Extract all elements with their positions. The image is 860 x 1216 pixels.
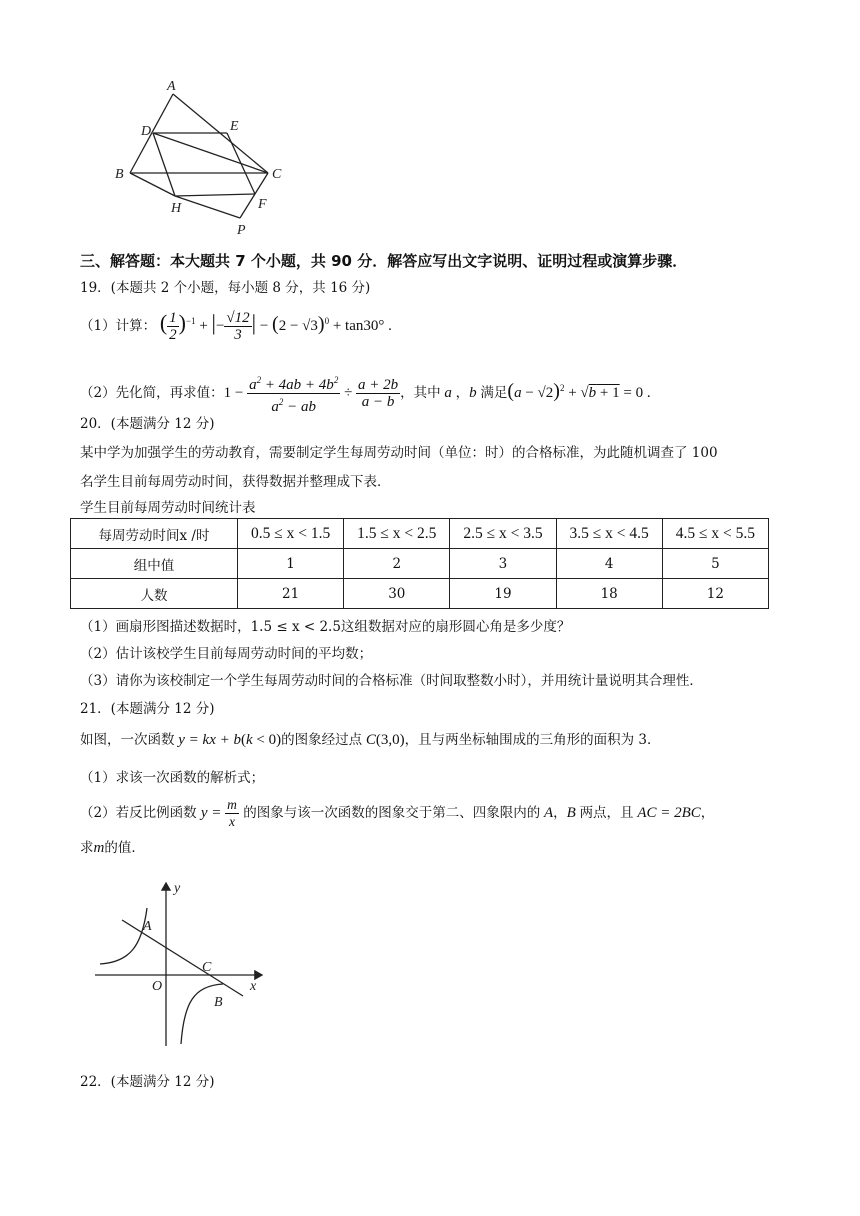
q19-part2-prefix: （2）先化简，再求值： xyxy=(80,384,224,401)
label-x: x xyxy=(250,979,257,994)
label-e: E xyxy=(230,119,239,134)
q19-title: 19．(本题共 2 个小题，每小题 8 分，共 16 分) xyxy=(80,280,371,296)
q20-table-caption: 学生目前每周劳动时间统计表 xyxy=(80,500,256,516)
table-cell: 3 xyxy=(450,549,556,579)
hyperbola-branch-q2 xyxy=(100,908,147,964)
hyperbola-branch-q4 xyxy=(181,984,223,1044)
table-cell: 1 xyxy=(238,549,344,579)
table-cell: 0.5 ≤ x < 1.5 xyxy=(238,519,344,549)
table-cell: 4 xyxy=(556,549,662,579)
label-y: y xyxy=(174,881,181,896)
fraction-m-over-x: $\frac{m}{x}$ xyxy=(227,797,237,829)
q19-part2: （2）先化简，再求值：1 − $\frac{a^2 + 4ab + 4b^2}{a^2 - ab}$ ÷ $\frac{a + 2b}{a - b}$ ，其中 a ，b 满足$(a - √2)^2 + √b + 1 = 0$ . xyxy=(80,372,651,415)
fraction-simplify-1: $\frac{a^2 + 4ab + 4b^2}{a^2 - ab}$ xyxy=(247,372,340,415)
q19-part1 xyxy=(80,310,392,343)
q21-intro: 如图，一次函数 y = kx + b(k < 0)的图象经过点 C(3,0)，且与两坐标轴围成的三角形的面积为 3． xyxy=(80,732,661,748)
fraction-one-half: $\frac{1}{2}$ xyxy=(169,310,177,344)
segment-hp xyxy=(175,196,240,218)
q21-title: 21．(本题满分 12 分) xyxy=(80,701,215,717)
table-cell: 4.5 ≤ x < 5.5 xyxy=(662,519,768,549)
q20-intro-line2: 名学生目前每周劳动时间，获得数据并整理成下表． xyxy=(80,474,391,490)
q19-part2-expr: 1 − $\frac{a^2 + 4ab + 4b^2}{a^2 - ab}$ ÷ $\frac{a + 2b}{a - b}$ xyxy=(224,385,401,401)
label-c: C xyxy=(202,960,212,975)
table-cell: 3.5 ≤ x < 4.5 xyxy=(556,519,662,549)
q20-title: 20．(本题满分 12 分) xyxy=(80,416,215,432)
table-cell: 2.5 ≤ x < 3.5 xyxy=(450,519,556,549)
label-a: A xyxy=(167,79,176,94)
fraction-simplify-2: $\frac{a + 2b}{a - b}$ xyxy=(358,377,399,410)
q19-part1-expr: ( $\frac{1}{2}$ )$^{-1}$ + |− $\frac{√12}{3}$ | − $(2 - √3)^0 + \tan 30^\circ$ . xyxy=(159,310,392,344)
label-d: D xyxy=(141,124,152,139)
table-cell: 21 xyxy=(238,579,344,609)
label-b: B xyxy=(115,167,124,182)
q20-intro-line1: 某中学为加强学生的劳动教育，需要制定学生每周劳动时间（单位：时）的合格标准，为此随机调查了 100 xyxy=(80,445,718,461)
geometry-figure xyxy=(105,78,305,243)
q21-sub2-cont: 求m的值． xyxy=(80,840,145,856)
table-row xyxy=(71,579,769,609)
labor-time-table xyxy=(70,518,769,609)
label-c: C xyxy=(272,167,282,182)
q19-part1-prefix: （1）计算： xyxy=(80,318,157,334)
table-header-label: 每周劳动时间x /时 xyxy=(71,519,238,549)
table-row xyxy=(71,549,769,579)
table-row xyxy=(71,519,769,549)
label-p: P xyxy=(237,223,246,238)
table-row-label: 人数 xyxy=(71,579,238,609)
segment-dc xyxy=(153,133,268,173)
table-cell: 5 xyxy=(662,549,768,579)
q21-sub1: （1）求该一次函数的解析式； xyxy=(80,770,265,786)
function-graph xyxy=(90,878,270,1053)
q20-sub2: （2）估计该校学生目前每周劳动时间的平均数； xyxy=(80,646,373,662)
table-cell: 18 xyxy=(556,579,662,609)
q20-sub1: （1）画扇形图描述数据时，1.5 ≤ x < 2.5这组数据对应的扇形圆心角是多少度？ xyxy=(80,619,571,635)
q21-sub2: （2）若反比例函数 y = $\frac{m}{x}$ 的图象与该一次函数的图象交于第二、四象限内的 A，B 两点，且 AC = 2BC， xyxy=(80,797,715,829)
label-f: F xyxy=(258,197,267,212)
label-a: A xyxy=(143,919,152,934)
label-h: H xyxy=(171,201,182,216)
table-cell: 2 xyxy=(344,549,450,579)
table-row-label: 组中值 xyxy=(71,549,238,579)
table-cell: 1.5 ≤ x < 2.5 xyxy=(344,519,450,549)
table-cell: 12 xyxy=(662,579,768,609)
q19-part2-satisfy: 满足 xyxy=(480,384,508,401)
segment-hf xyxy=(175,194,255,196)
q19-part2-mid: ，其中 xyxy=(400,384,441,401)
q22-title: 22．(本题满分 12 分) xyxy=(80,1074,215,1090)
linear-function-line xyxy=(122,920,243,996)
label-b: B xyxy=(214,995,223,1010)
section-heading: 三、解答题：本大题共 7 个小题，共 90 分．解答应写出文字说明、证明过程或演算步骤． xyxy=(80,252,688,270)
table-cell: 19 xyxy=(450,579,556,609)
q20-sub3: （3）请你为该校制定一个学生每周劳动时间的合格标准（时间取整数小时），并用统计量说明其合理性． xyxy=(80,673,703,689)
table-cell: 30 xyxy=(344,579,450,609)
fraction-sqrt12-over-3: $\frac{√12}{3}$ xyxy=(226,310,250,344)
label-o: O xyxy=(152,979,163,994)
